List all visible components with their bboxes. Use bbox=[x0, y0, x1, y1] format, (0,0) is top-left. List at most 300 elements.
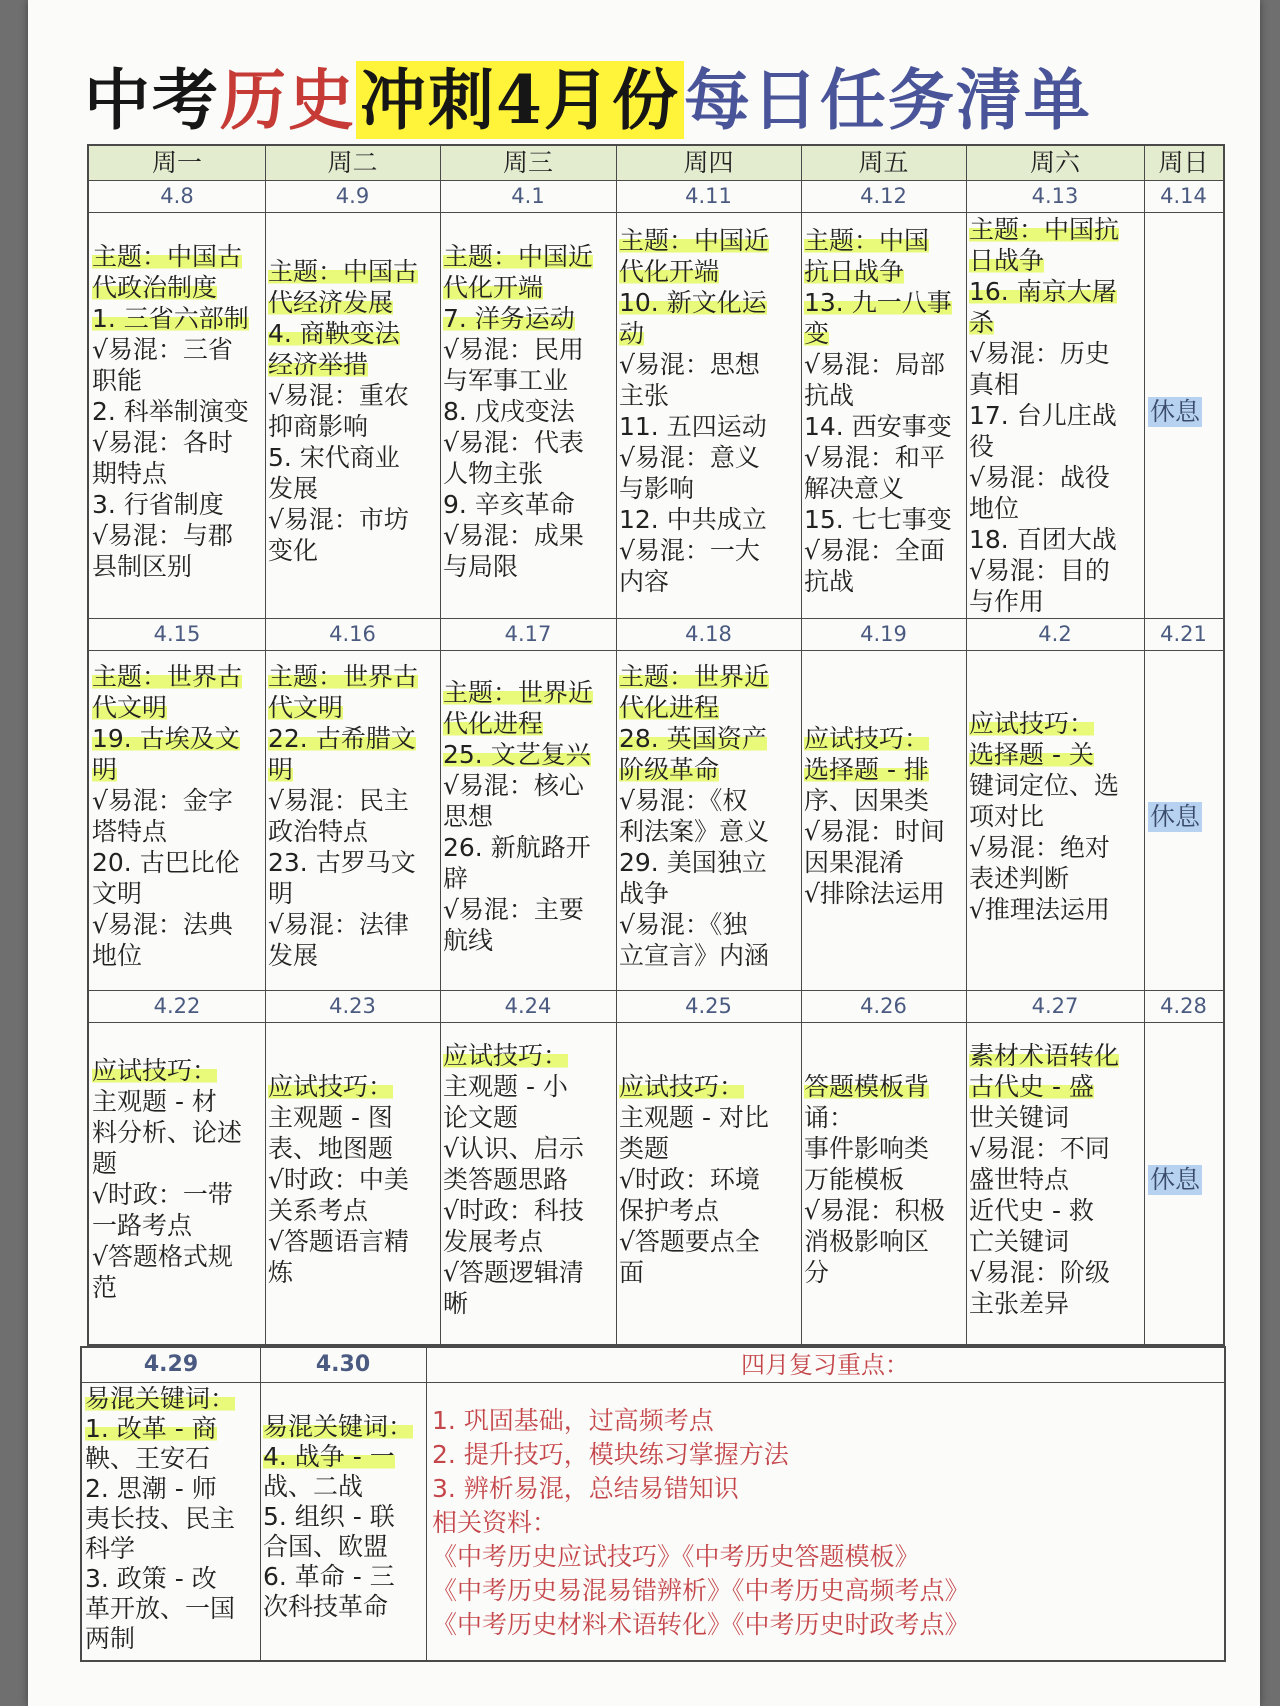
cell-line bbox=[443, 303, 616, 334]
cell-line bbox=[92, 785, 265, 816]
cell-line bbox=[92, 489, 265, 520]
cell-line-text: √易混：历史 bbox=[969, 339, 1110, 368]
cell-line bbox=[969, 338, 1144, 369]
cell-line bbox=[92, 1272, 265, 1303]
cell-line-text: √易混：民主 bbox=[268, 786, 409, 815]
cell-line bbox=[619, 411, 801, 442]
cell-line bbox=[619, 256, 801, 287]
cell-line bbox=[443, 396, 616, 427]
schedule-cell bbox=[440, 677, 616, 989]
schedule-grid bbox=[87, 144, 1225, 1346]
cell-line bbox=[969, 307, 1144, 338]
cell-line bbox=[443, 1288, 616, 1319]
cell-line-text: 23. 古罗马文 bbox=[268, 848, 416, 877]
cell-line-text: 夷长技、民主 bbox=[85, 1504, 236, 1533]
cell-line bbox=[92, 661, 265, 692]
cell-line bbox=[92, 847, 265, 878]
cell-line-text: 9. 辛亥革命 bbox=[443, 489, 575, 519]
date-label: 4.11 bbox=[685, 184, 732, 208]
cell-line-text: √易混：成果 bbox=[443, 520, 584, 550]
cell-line-text: 战、二战 bbox=[263, 1472, 364, 1501]
cell-line bbox=[92, 458, 265, 489]
cell-line-text: 日战争 bbox=[969, 246, 1045, 275]
schedule-cell bbox=[801, 225, 966, 616]
cell-line-text: √易混：金字 bbox=[92, 786, 233, 815]
cell-line bbox=[268, 411, 440, 442]
cell-line bbox=[92, 1241, 265, 1272]
date-divider bbox=[89, 212, 1223, 213]
cell-line bbox=[92, 1117, 265, 1148]
cell-line-text: 抗战 bbox=[804, 381, 855, 410]
cell-line bbox=[619, 1195, 801, 1226]
cell-line-text: √答题要点全 bbox=[619, 1226, 760, 1256]
cell-line-text: 与影响 bbox=[619, 474, 695, 503]
cell-line-text: 关系考点 bbox=[268, 1195, 369, 1225]
cell-line-text: 代化进程 bbox=[443, 708, 544, 738]
date-label: 4.28 bbox=[1160, 994, 1207, 1018]
cell-line-text: 4. 战争 - 一 bbox=[263, 1442, 395, 1471]
cell-line bbox=[268, 816, 440, 847]
cell-line bbox=[804, 1071, 966, 1102]
cell-line bbox=[969, 770, 1144, 801]
cell-line-text: 键词定位、选 bbox=[969, 770, 1120, 800]
cell-line-text: √易混：局部 bbox=[804, 350, 945, 379]
cell-line bbox=[619, 566, 801, 597]
cell-line bbox=[619, 1133, 801, 1164]
cell-line bbox=[92, 878, 265, 909]
cell-line bbox=[969, 1288, 1144, 1319]
cell-line-text: 诵： bbox=[804, 1102, 855, 1132]
cell-line-text: 阶级革命 bbox=[619, 755, 720, 784]
date-label: 4.23 bbox=[329, 994, 376, 1018]
review-line: 《中考历史应试技巧》《中考历史答题模板》 bbox=[432, 1542, 920, 1571]
cell-line-text: 6. 革命 - 三 bbox=[263, 1562, 395, 1591]
cell-line-text: √答题逻辑清 bbox=[443, 1257, 584, 1287]
cell-line bbox=[92, 1148, 265, 1179]
cell-line-text: 航线 bbox=[443, 925, 494, 955]
cell-line-text: 革开放、一国 bbox=[85, 1594, 236, 1623]
cell-line bbox=[443, 365, 616, 396]
cell-line bbox=[619, 1071, 801, 1102]
cell-line bbox=[443, 894, 616, 925]
date-label: 4.16 bbox=[329, 622, 376, 646]
cell-line bbox=[969, 493, 1144, 524]
date-label: 4.27 bbox=[1031, 994, 1079, 1018]
cell-line bbox=[268, 1164, 440, 1195]
cell-line-text: √易混：法典 bbox=[92, 910, 233, 939]
date-label: 4.1 bbox=[511, 184, 545, 208]
cell-line-text: √易混：绝对 bbox=[969, 832, 1110, 862]
cell-line bbox=[443, 334, 616, 365]
cell-line-text: 分 bbox=[804, 1257, 830, 1287]
cell-line bbox=[619, 442, 801, 473]
cell-line bbox=[969, 708, 1144, 739]
cell-line-text: 职能 bbox=[92, 365, 143, 395]
cell-line bbox=[969, 863, 1144, 894]
cell-line bbox=[804, 535, 966, 566]
cell-line-text: 代政治制度 bbox=[92, 272, 218, 302]
cell-line bbox=[804, 380, 966, 411]
cell-line bbox=[619, 940, 801, 971]
title-part-4: 每日任务清单 bbox=[683, 61, 1092, 139]
cell-line bbox=[969, 555, 1144, 586]
cell-line-text: √时政：中美 bbox=[268, 1164, 409, 1194]
schedule-cell bbox=[440, 241, 616, 617]
cell-line-text: 10. 新文化运 bbox=[619, 288, 767, 317]
cell-line bbox=[85, 1474, 260, 1504]
cell-line-text: 25. 文艺复兴 bbox=[443, 739, 591, 769]
review-line: 3. 辨析易混，总结易错知识 bbox=[432, 1474, 739, 1503]
date-label: 4.25 bbox=[685, 994, 732, 1018]
cell-line-text: 主观题 - 小 bbox=[443, 1071, 568, 1101]
cell-line bbox=[619, 692, 801, 723]
schedule-cell bbox=[966, 214, 1144, 616]
cell-line bbox=[619, 785, 801, 816]
cell-line-text: 炼 bbox=[268, 1257, 294, 1287]
cell-line-text: 主观题 - 对比 bbox=[619, 1102, 769, 1132]
cell-line bbox=[804, 723, 966, 754]
date-label: 4.14 bbox=[1160, 184, 1207, 208]
cell-line bbox=[804, 566, 966, 597]
cell-line bbox=[804, 754, 966, 785]
cell-line-text: 7. 洋务运动 bbox=[443, 303, 575, 333]
cell-line-text: 代化进程 bbox=[619, 693, 720, 722]
cell-line bbox=[268, 504, 440, 535]
cell-line-text: 事件影响类 bbox=[804, 1133, 930, 1163]
cell-line bbox=[443, 832, 616, 863]
cell-line bbox=[92, 365, 265, 396]
cell-line-text: √易混：和平 bbox=[804, 443, 945, 472]
cell-line bbox=[92, 1179, 265, 1210]
cell-line bbox=[268, 1195, 440, 1226]
cell-line bbox=[92, 272, 265, 303]
cell-line bbox=[443, 520, 616, 551]
cell-line bbox=[969, 1257, 1144, 1288]
cell-line-text: 晰 bbox=[443, 1288, 469, 1318]
cell-line-text: √时政：一带 bbox=[92, 1180, 233, 1209]
cell-line bbox=[804, 816, 966, 847]
cell-line-text: 12. 中共成立 bbox=[619, 505, 767, 534]
cell-line bbox=[92, 909, 265, 940]
cell-line-text: 应试技巧： bbox=[619, 1071, 745, 1101]
weekday-header: 周一 bbox=[151, 148, 202, 177]
cell-line bbox=[268, 349, 440, 380]
cell-line bbox=[263, 1562, 426, 1592]
cell-line bbox=[443, 241, 616, 272]
review-line: 1. 巩固基础，过高频考点 bbox=[432, 1406, 714, 1435]
cell-line bbox=[268, 256, 440, 287]
cell-line bbox=[619, 318, 801, 349]
cell-line bbox=[969, 400, 1144, 431]
cell-line-text: 明 bbox=[268, 755, 294, 784]
cell-line bbox=[443, 739, 616, 770]
cell-line-text: 辟 bbox=[443, 863, 469, 893]
cell-line bbox=[804, 1133, 966, 1164]
column-divider bbox=[426, 1348, 427, 1660]
cell-line-text: 役 bbox=[969, 432, 995, 461]
cell-line bbox=[92, 427, 265, 458]
cell-line-text: 地位 bbox=[92, 941, 143, 970]
rest-day-label: 休息 bbox=[1150, 1165, 1201, 1194]
cell-line bbox=[619, 504, 801, 535]
date-label: 4.24 bbox=[504, 994, 552, 1018]
schedule-cell bbox=[89, 241, 265, 617]
cell-line-text: 20. 古巴比伦 bbox=[92, 848, 240, 877]
cell-line bbox=[263, 1412, 426, 1442]
weekday-header: 周三 bbox=[502, 148, 553, 177]
cell-line bbox=[619, 349, 801, 380]
cell-line bbox=[92, 303, 265, 334]
cell-line bbox=[92, 551, 265, 582]
cell-line bbox=[969, 801, 1144, 832]
cell-line bbox=[268, 785, 440, 816]
date-divider bbox=[82, 1382, 1224, 1383]
cell-line bbox=[443, 1071, 616, 1102]
cell-line bbox=[92, 1055, 265, 1086]
cell-line bbox=[804, 504, 966, 535]
cell-line-text: 世关键词 bbox=[969, 1102, 1070, 1132]
cell-line bbox=[443, 458, 616, 489]
cell-line bbox=[804, 785, 966, 816]
cell-line bbox=[804, 225, 966, 256]
cell-line-text: 抗战 bbox=[804, 567, 855, 596]
cell-line-text: √易混：法律 bbox=[268, 910, 409, 939]
cell-line-text: 抑商影响 bbox=[268, 412, 369, 441]
cell-line-text: 选择题 - 关 bbox=[969, 739, 1094, 769]
cell-line bbox=[443, 708, 616, 739]
cell-line-text: 古代史 - 盛 bbox=[969, 1071, 1094, 1101]
cell-line bbox=[268, 1257, 440, 1288]
schedule-cell bbox=[801, 1071, 966, 1343]
cell-line bbox=[268, 847, 440, 878]
cell-line-text: 主观题 - 图 bbox=[268, 1102, 393, 1132]
review-line: 2. 提升技巧，模块练习掌握方法 bbox=[432, 1440, 789, 1469]
cell-line-text: √易混：阶级 bbox=[969, 1257, 1110, 1287]
cell-line bbox=[619, 909, 801, 940]
cell-line bbox=[804, 349, 966, 380]
cell-line-text: 17. 台儿庄战 bbox=[969, 401, 1117, 430]
cell-line-text: 素材术语转化 bbox=[969, 1040, 1120, 1070]
cell-line-text: 变化 bbox=[268, 536, 319, 565]
column-divider bbox=[1144, 146, 1145, 1344]
cell-line-text: √易混：思想 bbox=[619, 350, 760, 379]
cell-line bbox=[804, 473, 966, 504]
review-line: 《中考历史材料术语转化》《中考历史时政考点》 bbox=[432, 1610, 970, 1639]
cell-line bbox=[443, 1226, 616, 1257]
cell-line-text: 抗日战争 bbox=[804, 257, 905, 286]
cell-line-text: √易混：不同 bbox=[969, 1133, 1110, 1163]
date-label: 4.30 bbox=[315, 1352, 371, 1377]
cell-line bbox=[443, 770, 616, 801]
cell-line bbox=[85, 1384, 260, 1414]
cell-line bbox=[92, 334, 265, 365]
cell-line-text: 29. 美国独立 bbox=[619, 848, 767, 877]
cell-line-text: 保护考点 bbox=[619, 1195, 720, 1225]
cell-line-text: √易混：全面 bbox=[804, 536, 945, 565]
cell-line bbox=[268, 380, 440, 411]
cell-line-text: 县制区别 bbox=[92, 551, 193, 581]
cell-line-text: 杀 bbox=[969, 308, 995, 337]
cell-line bbox=[969, 214, 1144, 245]
cell-line-text: √易混：意义 bbox=[619, 443, 760, 472]
schedule-cell bbox=[89, 1055, 265, 1342]
cell-line bbox=[619, 380, 801, 411]
cell-line bbox=[969, 1226, 1144, 1257]
cell-line bbox=[804, 411, 966, 442]
date-label: 4.15 bbox=[153, 622, 201, 646]
cell-line-text: 内容 bbox=[619, 567, 670, 596]
cell-line-text: 与军事工业 bbox=[443, 365, 569, 395]
cell-line-text: 表、地图题 bbox=[268, 1133, 394, 1163]
date-label: 4.26 bbox=[860, 994, 907, 1018]
rest-day-label: 休息 bbox=[1150, 802, 1201, 831]
cell-line-text: 动 bbox=[619, 319, 645, 348]
cell-line bbox=[619, 473, 801, 504]
cell-line-text: 发展考点 bbox=[443, 1226, 544, 1256]
cell-line-text: 因果混淆 bbox=[804, 848, 905, 877]
cell-line bbox=[268, 692, 440, 723]
date-label: 4.21 bbox=[1160, 622, 1207, 646]
schedule-cell bbox=[265, 256, 440, 616]
cell-line bbox=[268, 909, 440, 940]
cell-line bbox=[969, 1133, 1144, 1164]
cell-line-text: 主题：中国近 bbox=[619, 226, 770, 255]
cell-line-text: 答题模板背 bbox=[804, 1071, 930, 1101]
cell-line bbox=[443, 1133, 616, 1164]
schedule-cell bbox=[616, 661, 801, 988]
cell-line-text: 期特点 bbox=[92, 458, 168, 488]
cell-line-text: 28. 英国资产 bbox=[619, 724, 767, 753]
cell-line bbox=[619, 723, 801, 754]
cell-line-text: √排除法运用 bbox=[804, 879, 945, 908]
weekday-header: 周四 bbox=[683, 148, 734, 177]
cell-line-text: 代化开端 bbox=[619, 257, 720, 286]
rest-day-label: 休息 bbox=[1150, 397, 1201, 426]
cell-line-text: √易混：民用 bbox=[443, 334, 584, 364]
cell-line-text: √易混：三省 bbox=[92, 334, 233, 364]
cell-line bbox=[268, 940, 440, 971]
cell-line bbox=[263, 1532, 426, 1562]
cell-line bbox=[619, 1164, 801, 1195]
cell-line bbox=[263, 1442, 426, 1472]
cell-line-text: √易混：战役 bbox=[969, 463, 1110, 492]
cell-line bbox=[619, 816, 801, 847]
weekday-header: 周日 bbox=[1158, 148, 1209, 177]
cell-line-text: 8. 戊戌变法 bbox=[443, 396, 575, 426]
cell-line bbox=[268, 661, 440, 692]
cell-line bbox=[969, 245, 1144, 276]
cell-line-text: 次科技革命 bbox=[263, 1592, 389, 1621]
date-label: 4.18 bbox=[685, 622, 732, 646]
cell-line bbox=[969, 1164, 1144, 1195]
cell-line bbox=[804, 1195, 966, 1226]
cell-line-text: 主题：中国 bbox=[804, 226, 930, 255]
cell-line-text: 应试技巧： bbox=[443, 1040, 569, 1070]
cell-line bbox=[804, 1226, 966, 1257]
cell-line-text: 人物主张 bbox=[443, 458, 544, 488]
cell-line-text: 1. 三省六部制 bbox=[92, 303, 249, 333]
cell-line bbox=[969, 1040, 1144, 1071]
cell-line-text: 主题：世界古 bbox=[268, 662, 419, 691]
cell-line bbox=[268, 473, 440, 504]
cell-line bbox=[92, 1210, 265, 1241]
cell-line bbox=[619, 1226, 801, 1257]
cell-line-text: √时政：环境 bbox=[619, 1164, 760, 1194]
cell-line bbox=[804, 878, 966, 909]
cell-line bbox=[969, 1071, 1144, 1102]
cell-line bbox=[268, 1133, 440, 1164]
cell-line bbox=[619, 1257, 801, 1288]
cell-line bbox=[443, 1257, 616, 1288]
cell-line bbox=[268, 1102, 440, 1133]
schedule-cell bbox=[260, 1412, 426, 1662]
cell-line-text: 一路考点 bbox=[92, 1211, 193, 1240]
cell-line bbox=[443, 925, 616, 956]
cell-line bbox=[268, 318, 440, 349]
cell-line-text: 文明 bbox=[92, 879, 143, 908]
cell-line-text: 应试技巧： bbox=[969, 708, 1095, 738]
cell-line bbox=[969, 832, 1144, 863]
date-label: 4.9 bbox=[335, 184, 370, 208]
cell-line bbox=[92, 692, 265, 723]
cell-line-text: 盛世特点 bbox=[969, 1164, 1070, 1194]
schedule-cell bbox=[440, 1040, 616, 1343]
cell-line bbox=[263, 1592, 426, 1622]
cell-line-text: 论文题 bbox=[443, 1102, 519, 1132]
schedule-cell bbox=[966, 708, 1144, 989]
cell-line-text: 题 bbox=[92, 1149, 118, 1178]
cell-line-text: 表述判断 bbox=[969, 863, 1070, 893]
cell-line bbox=[443, 1040, 616, 1071]
date-label: 4.17 bbox=[504, 622, 552, 646]
cell-line-text: 与局限 bbox=[443, 551, 519, 581]
cell-line-text: 万能模板 bbox=[804, 1164, 905, 1194]
review-title: 四月复习重点： bbox=[741, 1351, 909, 1379]
cell-line-text: √易混：积极 bbox=[804, 1195, 945, 1225]
date-label: 4.8 bbox=[160, 184, 194, 208]
cell-line bbox=[268, 287, 440, 318]
cell-line-text: √易混：市坊 bbox=[268, 505, 409, 534]
cell-line-text: √易混：核心 bbox=[443, 770, 584, 800]
schedule-cell bbox=[82, 1384, 260, 1662]
cell-line-text: 项对比 bbox=[969, 801, 1045, 831]
cell-line-text: 类题 bbox=[619, 1133, 670, 1163]
cell-line-text: 两制 bbox=[85, 1624, 136, 1653]
cell-line bbox=[443, 551, 616, 582]
cell-line bbox=[92, 940, 265, 971]
schedule-cell bbox=[265, 661, 440, 988]
date-divider bbox=[89, 650, 1223, 651]
cell-line-text: 亡关键词 bbox=[969, 1226, 1070, 1256]
cell-line bbox=[268, 442, 440, 473]
cell-line bbox=[92, 241, 265, 272]
cell-line-text: 18. 百团大战 bbox=[969, 525, 1117, 554]
cell-line-text: 主题：中国古 bbox=[268, 257, 419, 286]
cell-line bbox=[969, 462, 1144, 493]
cell-line bbox=[92, 520, 265, 551]
cell-line-text: 16. 南京大屠 bbox=[969, 277, 1117, 306]
cell-line bbox=[443, 1195, 616, 1226]
cell-line bbox=[804, 847, 966, 878]
cell-line bbox=[969, 369, 1144, 400]
weekday-header: 周六 bbox=[1029, 148, 1080, 177]
cell-line-text: 鞅、王安石 bbox=[85, 1444, 211, 1473]
cell-line bbox=[85, 1594, 260, 1624]
schedule-cell bbox=[966, 1040, 1144, 1343]
cell-line-text: 变 bbox=[804, 319, 830, 348]
cell-line-text: 主观题 - 材 bbox=[92, 1087, 217, 1116]
cell-line-text: √易混：重农 bbox=[268, 381, 409, 410]
